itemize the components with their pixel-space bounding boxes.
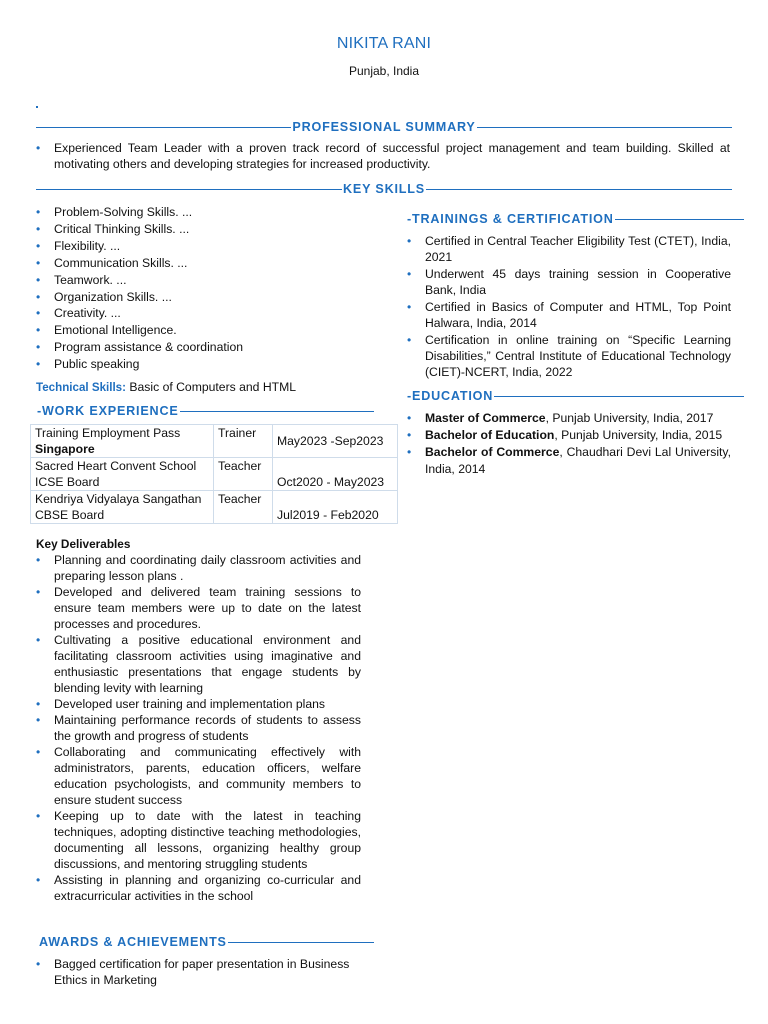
heading-rule (228, 942, 374, 943)
skill-item: • Communication Skills. ... (36, 255, 376, 272)
education-item (407, 427, 731, 444)
work-org-board: ICSE Board (35, 475, 100, 489)
work-dates: Oct2020 - May2023 (273, 458, 398, 491)
work-org (31, 458, 214, 491)
skill-item: • Teamwork. ... (36, 272, 376, 289)
skill-item: • Flexibility. ... (36, 238, 376, 255)
work-dates: Jul2019 - Feb2020 (273, 491, 398, 524)
deliverable-item: • Collaborating and communicating effectively with administrators, parents, education officers, welfare education psychologists, and community members to ensure student success (36, 744, 361, 808)
education-item (407, 444, 731, 478)
work-dates: May2023 -Sep2023 (273, 425, 398, 458)
training-item: • Certified in Basics of Computer and HTML, Top Point Halwara, India, 2014 (407, 299, 731, 331)
work-role: Teacher (214, 458, 273, 491)
deliverable-item: • Assisting in planning and organizing co-curricular and extracurricular activities in the school (36, 872, 361, 904)
decorative-dot (36, 106, 38, 108)
awards-list (36, 956, 366, 988)
education-detail: , Chaudhari Devi Lal University, India, 2014 (425, 445, 731, 476)
section-heading-summary (36, 119, 732, 135)
work-org-name: Kendriya Vidyalaya Sangathan (35, 492, 202, 506)
education-detail: , Punjab University, India, 2015 (554, 428, 723, 442)
education-degree: Bachelor of Commerce (425, 445, 560, 459)
deliverable-item: • Developed user training and implementation plans (36, 696, 361, 712)
technical-skills-label: Technical Skills: (36, 381, 126, 394)
summary-list (36, 140, 730, 172)
section-title: -TRAININGS & CERTIFICATION (407, 212, 614, 226)
education-list (407, 410, 731, 478)
work-org (31, 491, 214, 524)
work-role: Trainer (214, 425, 273, 458)
skills-list (36, 204, 376, 373)
work-org-name: Sacred Heart Convent School (35, 459, 197, 473)
work-role: Teacher (214, 491, 273, 524)
section-heading-skills (36, 181, 732, 197)
skill-item: • Public speaking (36, 356, 376, 373)
skill-item: • Critical Thinking Skills. ... (36, 221, 376, 238)
section-heading-awards (38, 934, 374, 950)
education-item (407, 410, 731, 427)
deliverables-title: Key Deliverables (36, 537, 131, 551)
heading-rule (615, 219, 744, 220)
section-title: PROFESSIONAL SUMMARY (292, 120, 476, 134)
work-table (30, 424, 398, 524)
table-row (31, 425, 398, 458)
candidate-name: NIKITA RANI (336, 35, 432, 52)
skill-item: • Emotional Intelligence. (36, 322, 376, 339)
heading-rule (494, 396, 744, 397)
heading-rule (36, 127, 291, 128)
table-row (31, 491, 398, 524)
section-title: -EDUCATION (407, 389, 494, 403)
heading-rule (180, 411, 374, 412)
deliverable-item: • Planning and coordinating daily classroom activities and preparing lesson plans . (36, 552, 361, 584)
deliverable-item: • Cultivating a positive educational environment and facilitating classroom activities using imaginative and enthusiastic presentations that engage students by blending levity with learning (36, 632, 361, 696)
training-item: • Underwent 45 days training session in Cooperative Bank, India (407, 266, 731, 298)
candidate-location: Punjab, India (348, 64, 420, 78)
table-row (31, 458, 398, 491)
heading-rule (426, 189, 732, 190)
section-title: AWARDS & ACHIEVEMENTS (39, 935, 227, 949)
work-org-name: Training Employment Pass (35, 426, 181, 440)
skill-item: • Organization Skills. ... (36, 289, 376, 306)
heading-rule (477, 127, 732, 128)
skill-item: • Program assistance & coordination (36, 339, 376, 356)
award-item: • Bagged certification for paper presentation in Business Ethics in Marketing (36, 956, 366, 988)
trainings-list (407, 233, 731, 380)
section-title: -WORK EXPERIENCE (37, 404, 179, 418)
deliverable-item: • Developed and delivered team training sessions to ensure team members were up to date on the latest processes and procedures. (36, 584, 361, 632)
heading-rule (36, 189, 342, 190)
work-org-board: CBSE Board (35, 508, 105, 522)
skill-item: • Creativity. ... (36, 305, 376, 322)
education-degree: Master of Commerce (425, 411, 546, 425)
deliverable-item: • Keeping up to date with the latest in teaching techniques, adopting distinctive teaching methodologies, documenting all lessons, organizing healthy group discussions, and mentoring struggling students (36, 808, 361, 872)
education-detail: , Punjab University, India, 2017 (545, 411, 714, 425)
work-org (31, 425, 214, 458)
deliverable-item: • Maintaining performance records of students to assess the growth and progress of students (36, 712, 361, 744)
technical-skills (36, 379, 376, 396)
section-heading-work (36, 403, 374, 419)
training-item: • Certified in Central Teacher Eligibility Test (CTET), India, 2021 (407, 233, 731, 265)
section-title: KEY SKILLS (343, 182, 425, 196)
deliverables-list (36, 552, 361, 904)
skill-item: • Problem-Solving Skills. ... (36, 204, 376, 221)
work-org-location: Singapore (35, 442, 95, 456)
training-item: • Certification in online training on “Specific Learning Disabilities,” Central Institute of Educational Technology (CIET)-NCERT, India, 2022 (407, 332, 731, 380)
section-heading-education (406, 388, 744, 404)
summary-text: • Experienced Team Leader with a proven track record of successful project management and team building. Skilled at motivating others and developing strategies for increased productivity. (36, 140, 730, 172)
education-degree: Bachelor of Education (425, 428, 555, 442)
section-heading-trainings (406, 211, 744, 227)
technical-skills-value: Basic of Computers and HTML (126, 380, 297, 394)
